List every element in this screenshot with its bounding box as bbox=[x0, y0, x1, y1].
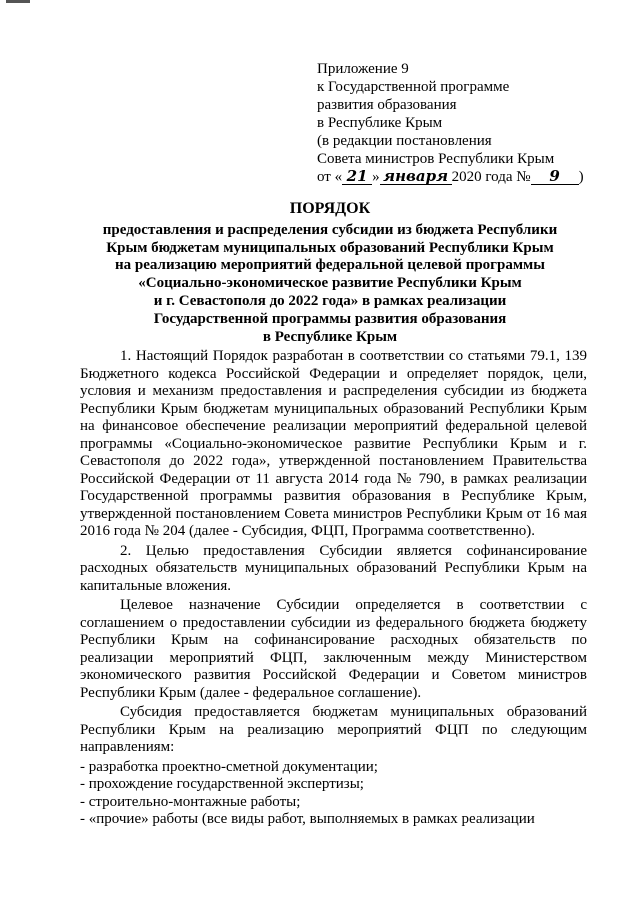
handwritten-day: 21 bbox=[342, 168, 372, 185]
title-line: Государственной программы развития образования bbox=[153, 310, 507, 327]
appendix-line: Приложение 9 bbox=[317, 61, 409, 77]
appendix-date-line bbox=[317, 168, 637, 186]
list-item: - «прочие» работы (все виды работ, выполняемых в рамках реализации bbox=[80, 811, 535, 827]
paragraph-1: 1. Настоящий Порядок разработан в соответствии со статьями 79.1, 139 Бюджетного кодекса Российской Федерации и определяет порядок, цели, условия и механизм предоставления и распределения субсидии из бюджета Республики Крым бюджетам муниципальных образований Республики Крым на финансовое обеспечение реализации мероприятий федеральной целевой программы «Социально-экономическое развитие Республики Крым и г. Севастополя до 2022 года», утвержденной постановлением Правительства Российской Федерации от 11 августа 2014 года № 790, в рамках реализации Государственной программы развития образования в Республике Крым, утвержденной постановлением Совета министров Республики Крым от 16 мая 2016 года № 204 (далее - Субсидия, ФЦП, Программа соответственно). bbox=[80, 348, 587, 539]
appendix-line: в Республике Крым bbox=[317, 115, 443, 131]
title-main: ПОРЯДОК bbox=[289, 200, 371, 217]
date-separator: » bbox=[372, 169, 380, 185]
appendix-line: (в редакции постановления bbox=[317, 133, 492, 149]
handwritten-month: января bbox=[380, 168, 452, 185]
title-line: и г. Севастополя до 2022 года» в рамках реализации bbox=[153, 292, 507, 309]
paragraph-4: Субсидия предоставляется бюджетам муниципальных образований Республики Крым на реализацию мероприятий ФЦП по следующим направлениям: bbox=[80, 704, 587, 755]
appendix-header bbox=[317, 60, 637, 186]
date-close: ) bbox=[578, 169, 584, 185]
title-line: «Социально-экономическое развитие Республики Крым bbox=[138, 275, 522, 292]
list-item: - прохождение государственной экспертизы; bbox=[80, 776, 364, 792]
title-line: в Республике Крым bbox=[262, 328, 398, 345]
list-item: - разработка проектно-сметной документации; bbox=[80, 758, 378, 775]
list-item: - строительно-монтажные работы; bbox=[80, 793, 301, 810]
document-body bbox=[80, 348, 587, 829]
paragraph-3: Целевое назначение Субсидии определяется в соответствии с соглашением о предоставлении субсидии из федерального бюджета бюджету Республики Крым на софинансирование расходных обязательств по реализации мероприятий ФЦП, заключенным между Министерством экономического развития Российской Федерации и Советом министров Республики Крым (далее - федеральное соглашение). bbox=[80, 597, 587, 701]
handwritten-doc-number: 9 bbox=[531, 168, 579, 185]
title-line: предоставления и распределения субсидии из бюджета Республики bbox=[102, 221, 558, 238]
document-title bbox=[60, 200, 600, 346]
paragraph-2: 2. Целью предоставления Субсидии является софинансирование расходных обязательств муниципальных образований Республики Крым на капитальные вложения. bbox=[80, 542, 587, 594]
appendix-line: Совета министров Республики Крым bbox=[317, 151, 555, 167]
appendix-line: к Государственной программе bbox=[317, 79, 510, 95]
scan-corner-mark bbox=[6, 0, 30, 3]
title-line: на реализацию мероприятий федеральной целевой программы bbox=[115, 257, 545, 274]
title-line: Крым бюджетам муниципальных образований Республики Крым bbox=[106, 239, 554, 256]
appendix-line: развития образования bbox=[317, 97, 457, 113]
date-prefix: от « bbox=[317, 169, 343, 185]
date-year: 2020 года № bbox=[451, 169, 531, 185]
